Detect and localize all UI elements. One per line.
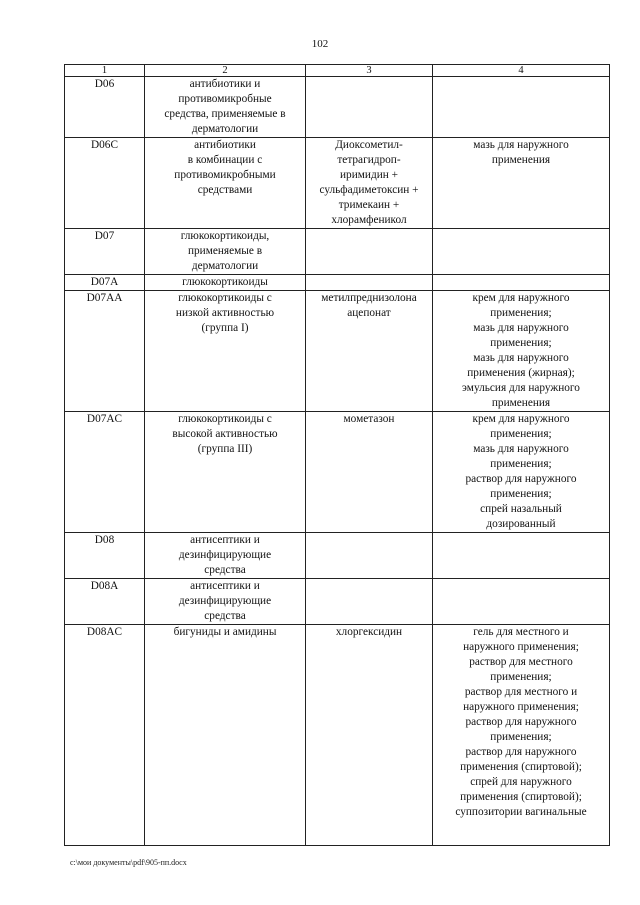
dosage-form-cell bbox=[433, 229, 610, 275]
table-header-row bbox=[65, 65, 610, 77]
dosage-form-cell bbox=[433, 77, 610, 138]
substance-cell: хлоргексидин bbox=[306, 625, 433, 846]
group-cell: глюкокортикоиды с высокой активностью (группа III) bbox=[145, 412, 306, 533]
dosage-form-cell: крем для наружного применения; мазь для наружного применения; мазь для наружного применения (жирная); эмульсия для наружного применения bbox=[433, 291, 610, 412]
group-cell: глюкокортикоиды bbox=[145, 275, 306, 291]
substance-cell bbox=[306, 275, 433, 291]
atc-code-cell: D08AC bbox=[65, 625, 145, 846]
file-path-footer: c:\мои документы\pdf\905-пп.docx bbox=[70, 858, 187, 867]
table-row bbox=[65, 229, 610, 275]
dosage-form-cell: мазь для наружного применения bbox=[433, 138, 610, 229]
group-cell: антибиотики в комбинации с противомикробными средствами bbox=[145, 138, 306, 229]
drug-table bbox=[64, 64, 610, 846]
group-cell: антибиотики и противомикробные средства, применяемые в дерматологии bbox=[145, 77, 306, 138]
table-row bbox=[65, 275, 610, 291]
atc-code-cell: D07AA bbox=[65, 291, 145, 412]
header-cell: 4 bbox=[433, 65, 610, 77]
group-cell: глюкокортикоиды с низкой активностью (группа I) bbox=[145, 291, 306, 412]
page-number: 102 bbox=[311, 38, 329, 50]
atc-code-cell: D06 bbox=[65, 77, 145, 138]
substance-cell: Диоксометил- тетрагидроп- иримидин + сульфадиметоксин + тримекаин + хлорамфеникол bbox=[306, 138, 433, 229]
atc-code-cell: D07 bbox=[65, 229, 145, 275]
dosage-form-cell bbox=[433, 275, 610, 291]
substance-cell bbox=[306, 77, 433, 138]
header-cell: 1 bbox=[65, 65, 145, 77]
table-row bbox=[65, 579, 610, 625]
header-cell: 2 bbox=[145, 65, 306, 77]
atc-code-cell: D06C bbox=[65, 138, 145, 229]
dosage-form-cell bbox=[433, 533, 610, 579]
table-row bbox=[65, 533, 610, 579]
table-row bbox=[65, 625, 610, 846]
substance-cell bbox=[306, 229, 433, 275]
table-row bbox=[65, 77, 610, 138]
atc-code-cell: D07AC bbox=[65, 412, 145, 533]
group-cell: бигуниды и амидины bbox=[145, 625, 306, 846]
dosage-form-cell bbox=[433, 579, 610, 625]
substance-cell bbox=[306, 533, 433, 579]
dosage-form-cell: крем для наружного применения; мазь для наружного применения; раствор для наружного применения; спрей назальный дозированный bbox=[433, 412, 610, 533]
substance-cell bbox=[306, 579, 433, 625]
group-cell: антисептики и дезинфицирующие средства bbox=[145, 579, 306, 625]
substance-cell: метилпреднизолона ацепонат bbox=[306, 291, 433, 412]
group-cell: антисептики и дезинфицирующие средства bbox=[145, 533, 306, 579]
atc-code-cell: D08 bbox=[65, 533, 145, 579]
header-cell: 3 bbox=[306, 65, 433, 77]
dosage-form-cell: гель для местного и наружного применения; раствор для местного применения; раствор для местного и наружного применения; раствор для наружного применения; раствор для наружного применения (спиртовой); спрей для наружного применения (спиртовой); суппозитории вагинальные bbox=[433, 625, 610, 846]
substance-cell: мометазон bbox=[306, 412, 433, 533]
atc-code-cell: D07A bbox=[65, 275, 145, 291]
group-cell: глюкокортикоиды, применяемые в дерматологии bbox=[145, 229, 306, 275]
table-row bbox=[65, 138, 610, 229]
table-row bbox=[65, 291, 610, 412]
table-row bbox=[65, 412, 610, 533]
atc-code-cell: D08A bbox=[65, 579, 145, 625]
